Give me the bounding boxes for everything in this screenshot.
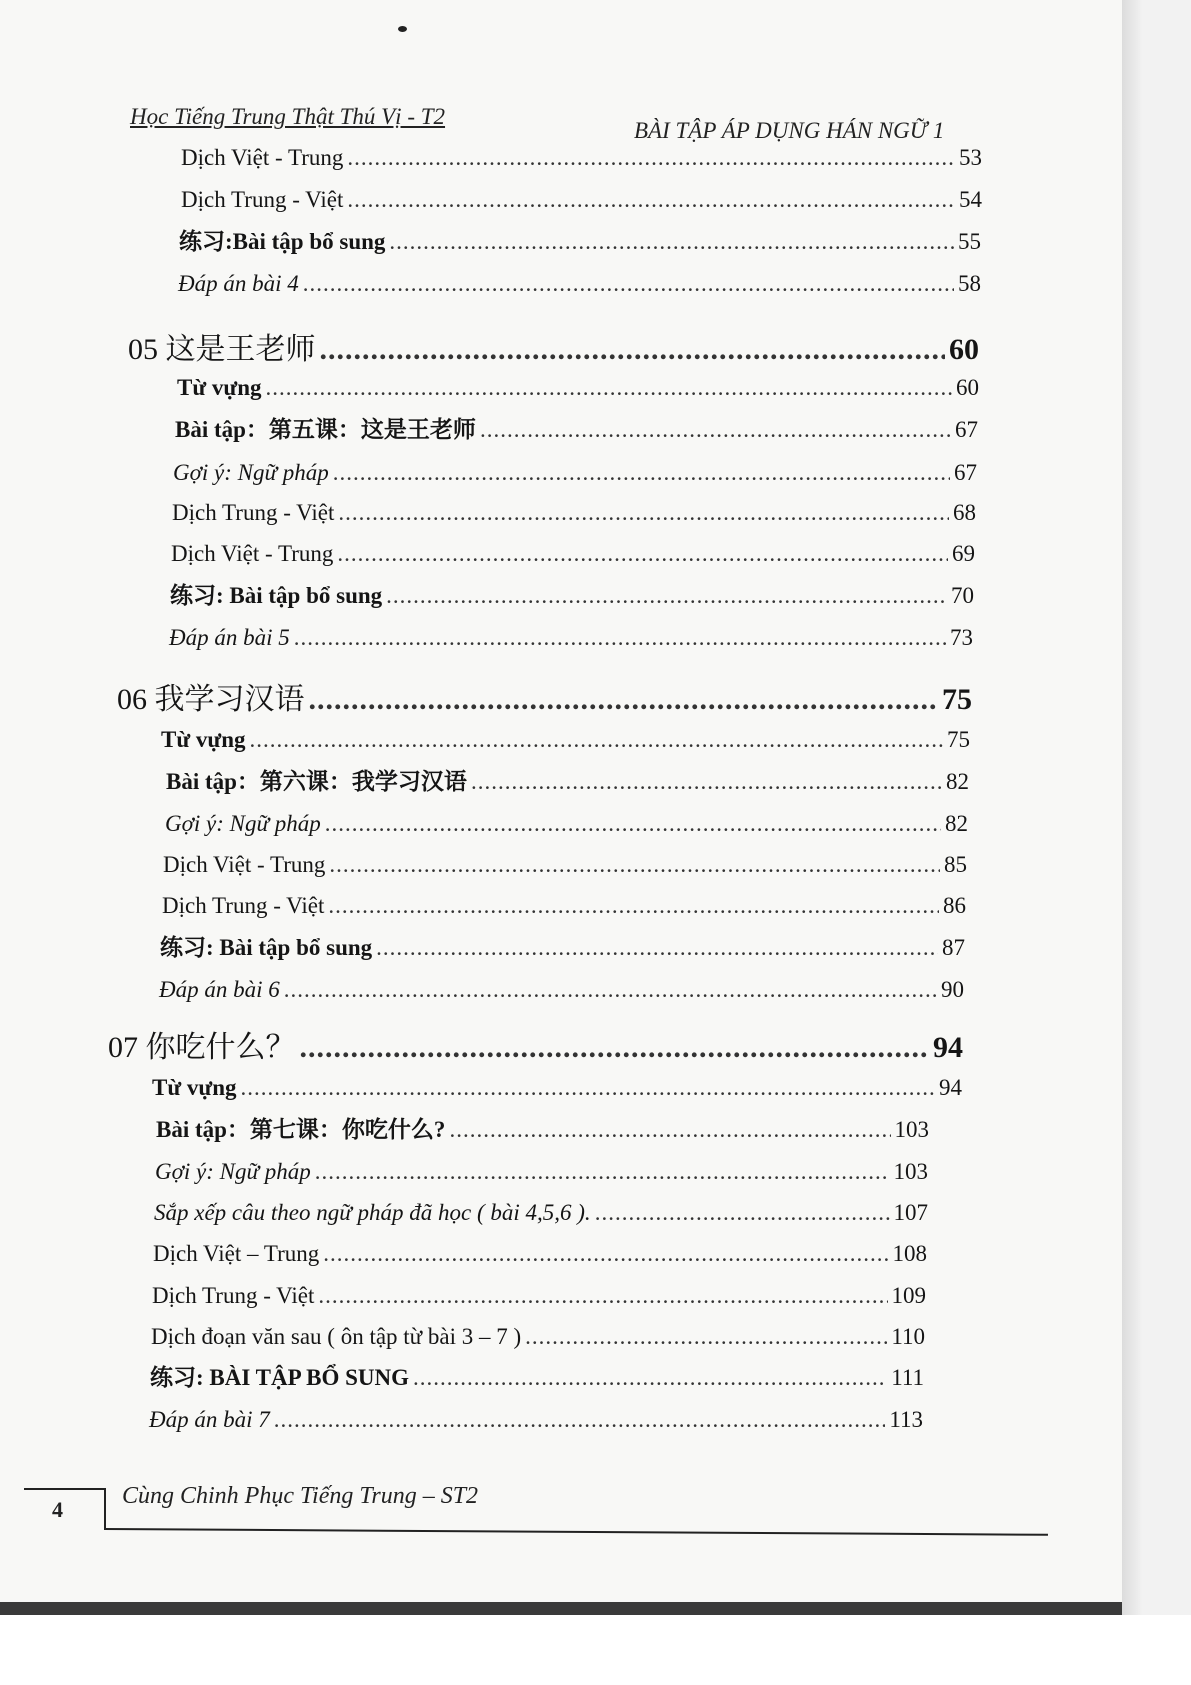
running-header-right: BÀI TẬP ÁP DỤNG HÁN NGỮ 1 — [634, 118, 945, 143]
toc-entry-page: 60 — [956, 375, 979, 400]
toc-entry-label: Bài tập：第七课：你吃什么? — [156, 1117, 446, 1142]
toc-leader-dots — [329, 847, 940, 883]
toc-entry[interactable] — [175, 412, 978, 448]
toc-entry-label: Dịch Việt – Trung — [153, 1241, 320, 1266]
toc-leader-dots — [471, 764, 942, 800]
toc-entry[interactable] — [163, 847, 967, 883]
toc-entry-page: 110 — [891, 1324, 925, 1349]
toc-leader-dots — [347, 182, 955, 218]
toc-lesson-heading[interactable] — [117, 678, 972, 722]
toc-entry-page: 113 — [889, 1407, 923, 1432]
toc-lesson-heading[interactable] — [108, 1026, 963, 1070]
toc-entry[interactable] — [149, 1402, 923, 1438]
toc-leader-dots — [315, 1154, 890, 1190]
toc-entry[interactable] — [160, 930, 965, 966]
scan-bottom-shadow — [0, 1602, 1122, 1615]
toc-entry-label: Dịch Việt - Trung — [171, 541, 334, 566]
toc-leader-dots — [284, 972, 937, 1008]
footer-rule — [104, 1528, 1048, 1536]
toc-entry-label: Bài tập：第六课：我学习汉语 — [166, 769, 467, 794]
toc-lesson-title: 05 这是王老师 — [128, 333, 316, 366]
toc-entry-label: Đáp án bài 5 — [169, 625, 290, 650]
toc-entry-label: Từ vựng — [152, 1075, 237, 1100]
toc-entry-label: Gợi ý: Ngữ pháp — [165, 811, 321, 836]
toc-entry-label: Dịch Trung - Việt — [152, 1283, 315, 1308]
toc-leader-dots — [309, 678, 939, 722]
toc-entry-page: 94 — [939, 1075, 962, 1100]
toc-leader-dots — [274, 1402, 886, 1438]
toc-entry-page: 109 — [891, 1283, 926, 1308]
toc-entry-label: Đáp án bài 7 — [149, 1407, 270, 1432]
toc-leader-dots — [300, 1026, 930, 1070]
toc-entry-page: 69 — [952, 541, 975, 566]
toc-entry[interactable] — [177, 370, 979, 406]
toc-entry[interactable] — [172, 495, 976, 531]
toc-entry-page: 86 — [943, 893, 966, 918]
toc-entry-page: 67 — [954, 460, 977, 485]
toc-entry-label: Gợi ý: Ngữ pháp — [155, 1159, 311, 1184]
toc-entry[interactable] — [154, 1195, 928, 1231]
toc-leader-dots — [333, 455, 950, 491]
toc-entry[interactable] — [173, 455, 977, 491]
toc-leader-dots — [480, 412, 951, 448]
toc-entry-label: 练习: BÀI TẬP BỔ SUNG — [150, 1365, 410, 1390]
toc-entry-label: Dịch đoạn văn sau ( ôn tập từ bài 3 – 7 ) — [151, 1324, 522, 1349]
toc-lesson-heading[interactable] — [128, 328, 979, 372]
toc-entry-page: 53 — [959, 145, 982, 170]
toc-entry-label: Đáp án bài 4 — [178, 271, 299, 296]
toc-lesson-page: 75 — [942, 683, 972, 716]
toc-entry[interactable] — [162, 888, 966, 924]
scan-bottom-margin — [0, 1615, 1191, 1685]
toc-lesson-title: 07 你吃什么？ — [108, 1031, 296, 1064]
toc-entry-label: Bài tập：第五课：这是王老师 — [175, 417, 476, 442]
toc-entry-label: Dịch Trung - Việt — [172, 500, 335, 525]
toc-entry-label: Từ vựng — [177, 375, 262, 400]
toc-leader-dots — [318, 1278, 887, 1314]
toc-entry-page: 85 — [944, 852, 967, 877]
toc-entry-label: Từ vựng — [161, 727, 246, 752]
toc-entry-page: 75 — [947, 727, 970, 752]
toc-leader-dots — [376, 930, 938, 966]
toc-leader-dots — [320, 328, 946, 372]
toc-leader-dots — [413, 1360, 887, 1396]
toc-entry[interactable] — [169, 620, 973, 656]
running-header-left: Học Tiếng Trung Thật Thú Vị - T2 — [130, 104, 446, 129]
toc-entry-label: Sắp xếp câu theo ngữ pháp đã học ( bài 4,5,6 ). — [154, 1200, 591, 1225]
toc-leader-dots — [266, 370, 953, 406]
toc-entry-label: Dịch Trung - Việt — [162, 893, 325, 918]
toc-entry[interactable] — [171, 536, 975, 572]
toc-lesson-page: 94 — [933, 1031, 963, 1064]
toc-entry[interactable] — [166, 764, 969, 800]
scan-right-edge — [1122, 0, 1191, 1615]
toc-entry-page: 73 — [950, 625, 973, 650]
toc-entry-page: 103 — [893, 1159, 928, 1184]
page-number: 4 — [52, 1497, 63, 1522]
toc-leader-dots — [241, 1070, 936, 1106]
toc-entry[interactable] — [181, 182, 982, 218]
toc-entry[interactable] — [170, 578, 974, 614]
toc-leader-dots — [325, 806, 941, 842]
toc-entry-page: 82 — [945, 811, 968, 836]
toc-entry[interactable] — [152, 1278, 926, 1314]
toc-entry-label: Dịch Việt - Trung — [181, 145, 344, 170]
toc-entry-page: 108 — [892, 1241, 927, 1266]
toc-entry-page: 55 — [958, 229, 981, 254]
running-footer: Cùng Chinh Phục Tiếng Trung – ST2 — [122, 1483, 479, 1509]
toc-leader-dots — [525, 1319, 887, 1355]
toc-leader-dots — [389, 224, 954, 260]
toc-entry[interactable] — [150, 1360, 924, 1396]
toc-entry-page: 103 — [894, 1117, 929, 1142]
toc-leader-dots — [386, 578, 947, 614]
toc-leader-dots — [337, 536, 948, 572]
toc-entry-label: Gợi ý: Ngữ pháp — [173, 460, 329, 485]
toc-entry-page: 87 — [942, 935, 965, 960]
toc-leader-dots — [595, 1195, 890, 1231]
toc-entry-page: 67 — [955, 417, 978, 442]
toc-entry-label: Dịch Việt - Trung — [163, 852, 326, 877]
toc-entry[interactable] — [179, 224, 981, 260]
footer-page-box — [24, 1488, 106, 1530]
toc-leader-dots — [323, 1236, 888, 1272]
toc-entry[interactable] — [181, 140, 982, 176]
toc-entry[interactable] — [159, 972, 964, 1008]
toc-entry-label: 练习: Bài tập bổ sung — [170, 583, 383, 608]
toc-leader-dots — [328, 888, 939, 924]
toc-entry[interactable] — [155, 1154, 928, 1190]
toc-entry-label: 练习:Bài tập bổ sung — [179, 229, 386, 254]
toc-entry-page: 90 — [941, 977, 964, 1002]
toc-entry[interactable] — [178, 266, 981, 302]
toc-entry-label: Dịch Trung - Việt — [181, 187, 344, 212]
toc-leader-dots — [303, 266, 954, 302]
toc-entry[interactable] — [165, 806, 968, 842]
toc-entry[interactable] — [152, 1070, 962, 1106]
toc-entry-page: 107 — [893, 1200, 928, 1225]
toc-entry-page: 70 — [951, 583, 974, 608]
toc-leader-dots — [449, 1112, 890, 1148]
toc-lesson-page: 60 — [949, 333, 979, 366]
toc-entry[interactable] — [161, 722, 970, 758]
toc-leader-dots — [338, 495, 949, 531]
toc-entry-label: Đáp án bài 6 — [159, 977, 280, 1002]
toc-entry-page: 111 — [891, 1365, 924, 1390]
toc-entry-page: 54 — [959, 187, 982, 212]
toc-entry-page: 82 — [946, 769, 969, 794]
toc-entry-page: 68 — [953, 500, 976, 525]
toc-entry[interactable] — [156, 1112, 929, 1148]
toc-entry-page: 58 — [958, 271, 981, 296]
toc-entry[interactable] — [153, 1236, 927, 1272]
toc-lesson-title: 06 我学习汉语 — [117, 683, 305, 716]
toc-leader-dots — [347, 140, 955, 176]
toc-entry[interactable] — [151, 1319, 925, 1355]
toc-leader-dots — [250, 722, 944, 758]
toc-entry-label: 练习: Bài tập bổ sung — [160, 935, 373, 960]
toc-leader-dots — [294, 620, 946, 656]
